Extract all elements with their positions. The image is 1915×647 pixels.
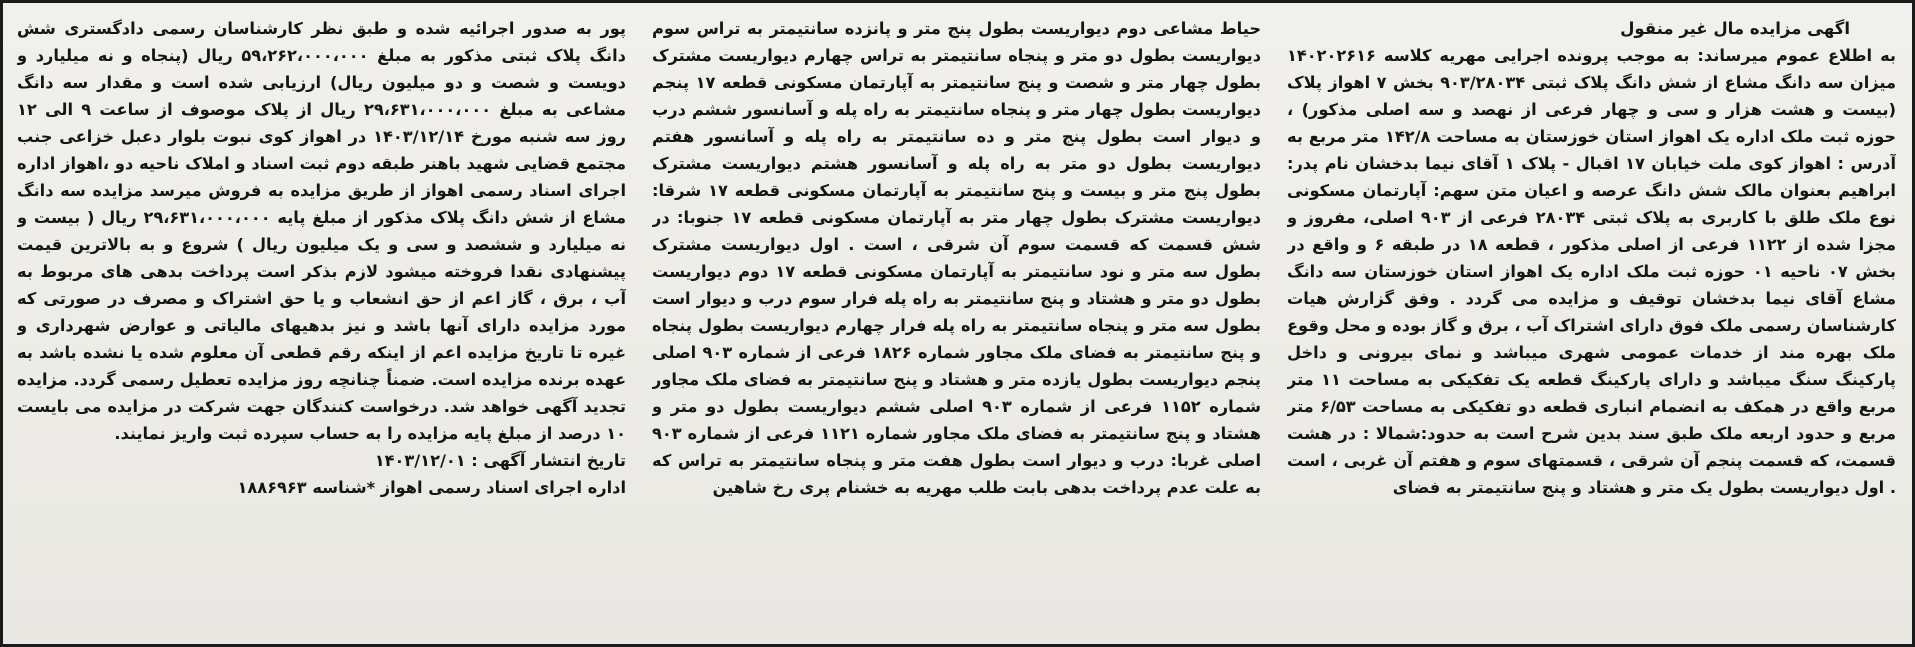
notice-column-left: [17, 15, 626, 634]
notice-body-right: به اطلاع عموم میرساند: به موجب پرونده اجرایی مهریه کلاسه ۱۴۰۲۰۲۶۱۶ میزان سه دانگ مشاع از شش دانگ پلاک ثبتی ۹۰۳/۲۸۰۳۴ بخش ۷ اهواز پلاک (بیست و هشت هزار و سی و چهار فرعی از نهصد و سه اصلی مذکور) ، حوزه ثبت ملک اداره یک اهواز استان خوزستان به مساحت ۱۴۲/۸ متر مربع به آدرس : اهواز کوی ملت خیابان ۱۷ اقبال - پلاک ۱ آقای نیما بدخشان نام پدر: ابراهیم بعنوان مالک شش دانگ عرصه و اعیان متن سهم: آپارتمان مسکونی نوع ملک طلق با کاربری به پلاک ثبتی ۲۸۰۳۴ فرعی از ۹۰۳ اصلی، مفروز و مجزا شده از ۱۱۲۲ فرعی از اصلی مذکور ، قطعه ۱۸ در طبقه ۶ و واقع در بخش ۰۷ ناحیه ۰۱ حوزه ثبت ملک اداره یک اهواز استان خوزستان سه دانگ مشاع آقای نیما بدخشان توقیف و مزایده می گردد . وفق گزارش هیات کارشناسان رسمی ملک فوق دارای اشتراک آب ، برق و گاز بوده و محل وقوع ملک بهره مند از خدمات عمومی شهری میباشد و نمای بیرونی و داخل پارکینگ سنگ میباشد و دارای پارکینگ قطعه یک تفکیکی به مساحت ۱۱ متر مربع واقع در همکف به انضمام انباری قطعه دو تفکیکی به مساحت ۶/۵۳ متر مربع و حدود اربعه ملک طبق سند بدین شرح است به حدود:شمالا : در هشت قسمت، که قسمت پنجم آن شرقی ، قسمتهای سوم و هفتم آن غربی ، است . اول دیواریست بطول یک متر و هشتاد و پنج سانتیمتر به فضای: [1287, 46, 1896, 497]
notice-columns: [17, 15, 1896, 634]
publish-date: تاریخ انتشار آگهی : ۱۴۰۳/۱۲/۰۱: [374, 451, 626, 470]
notice-column-middle: [652, 15, 1261, 634]
notice-column-right: [1287, 15, 1896, 634]
issuer-signature: اداره اجرای اسناد رسمی اهواز *شناسه ۱۸۸۶۹۶۳: [237, 478, 626, 497]
notice-body-middle: حیاط مشاعی دوم دیواریست بطول پنج متر و پانزده سانتیمتر به تراس سوم دیواریست بطول دو متر و پنجاه سانتیمتر به تراس چهارم دیواریست مشترک بطول چهار متر و شصت و پنج سانتیمتر به آپارتمان مسکونی قطعه ۱۷ پنجم دیواریست بطول چهار متر و پنجاه سانتیمتر به راه پله و آسانسور ششم درب و دیوار است بطول پنج متر و ده سانتیمتر به راه پله و آسانسور هفتم دیواریست بطول دو متر به راه پله و آسانسور هشتم دیواریست مشترک بطول پنج متر و بیست و پنج سانتیمتر به آپارتمان مسکونی قطعه ۱۷ شرقا: دیواریست مشترک بطول چهار متر به آپارتمان مسکونی قطعه ۱۷ جنوبا: در شش قسمت که قسمت سوم آن شرقی ، است . اول دیواریست مشترک بطول سه متر و نود سانتیمتر به آپارتمان مسکونی قطعه ۱۷ دوم دیواریست بطول دو متر و هشتاد و پنج سانتیمتر به راه پله فرار سوم درب و دیوار است بطول سه متر و پنجاه سانتیمتر به راه پله فرار چهارم دیواریست بطول پنجاه و پنج سانتیمتر به فضای ملک مجاور شماره ۱۸۲۶ فرعی از شماره ۹۰۳ اصلی پنجم دیواریست بطول یازده متر و هشتاد و پنج سانتیمتر به فضای ملک مجاور شماره ۱۱۵۲ فرعی از شماره ۹۰۳ اصلی ششم دیواریست بطول دو متر و هشتاد و پنج سانتیمتر به فضای ملک مجاور شماره ۱۱۲۱ فرعی از شماره ۹۰۳ اصلی غربا: درب و دیوار است بطول هفت متر و پنجاه سانتیمتر به تراس که به علت عدم پرداخت بدهی بابت طلب مهریه به خشنام پری رخ شاهین: [652, 19, 1261, 497]
notice-body-left: پور به صدور اجرائیه شده و طبق نظر کارشناسان رسمی دادگستری شش دانگ پلاک ثبتی مذکور به مبلغ ۵۹،۲۶۲،۰۰۰،۰۰۰ ریال (پنجاه و نه میلیارد و دویست و شصت و دو میلیون ریال) ارزیابی شده است و مقدار سه دانگ مشاعی به مبلغ ۲۹،۶۳۱،۰۰۰،۰۰۰ ریال از پلاک موصوف از ساعت ۹ الی ۱۲ روز سه شنبه مورخ ۱۴۰۳/۱۲/۱۴ در اهواز کوی نبوت بلوار دعبل خزاعی جنب مجتمع قضایی شهید باهنر طبقه دوم ثبت اسناد و املاک ناحیه دو ،اهواز اداره اجرای اسناد رسمی اهواز از طریق مزایده به فروش میرسد مزایده سه دانگ مشاع از شش دانگ پلاک مذکور از مبلغ پایه ۲۹،۶۳۱،۰۰۰،۰۰۰ ریال ( بیست و نه میلیارد و ششصد و سی و یک میلیون ریال ) شروع و به بالاترین قیمت پیشنهادی نقدا فروخته میشود لازم بذکر است پرداخت بدهی های مربوط به آب ، برق ، گاز اعم از حق انشعاب و یا حق اشتراک و مصرف در صورتی که مورد مزایده دارای آنها باشد و نیز بدهیهای مالیاتی و عوارض شهرداری و غیره تا تاریخ مزایده اعم از اینکه رقم قطعی آن معلوم شده یا نشده باشد به عهده برنده مزایده است. ضمناً چنانچه روز مزایده تعطیل رسمی گردد. مزایده تجدید آگهی خواهد شد. درخواست کنندگان جهت شرکت در مزایده می بایست ۱۰ درصد از مبلغ پایه مزایده را به حساب سپرده ثبت واریز نمایند.: [17, 19, 626, 443]
notice-title: اگهی مزایده مال غیر منقول: [1620, 19, 1850, 38]
